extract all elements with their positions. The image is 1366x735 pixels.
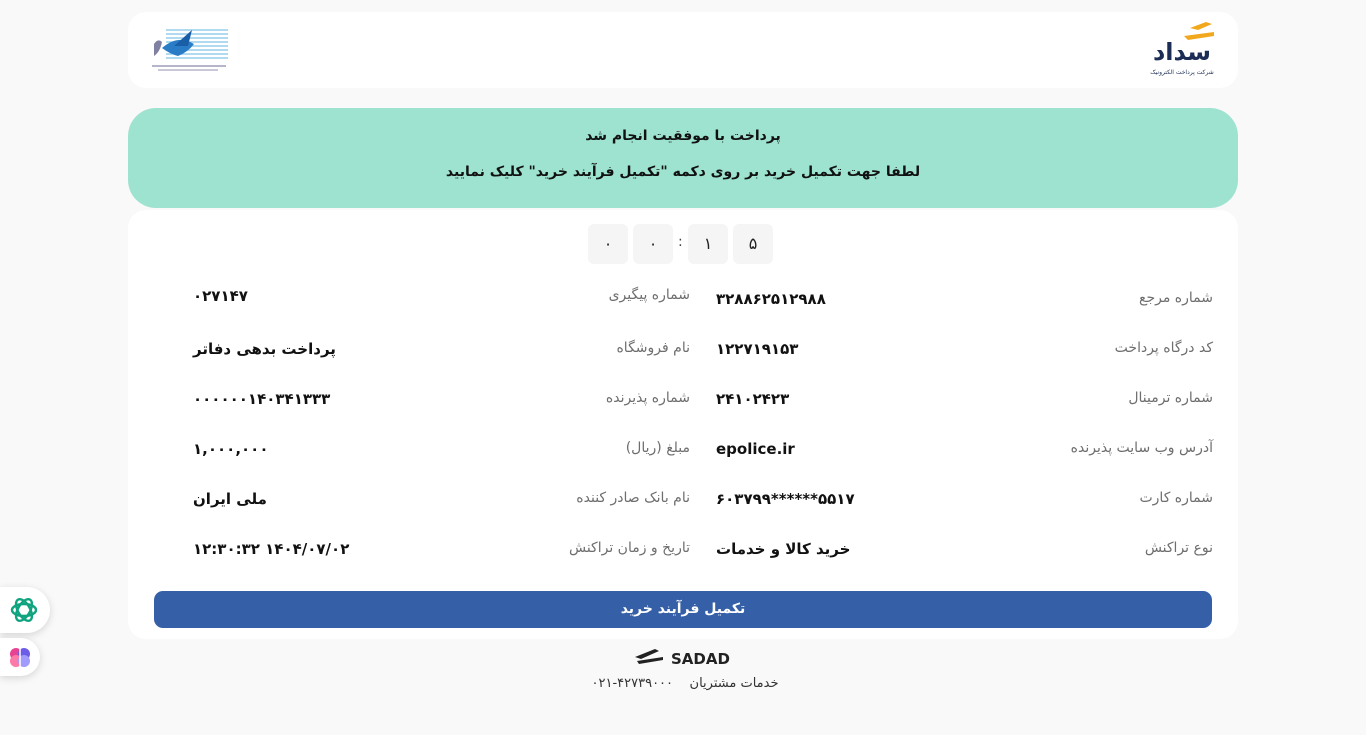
- sadad-logo-icon: [1144, 22, 1220, 80]
- timer-digit: ۱: [688, 224, 728, 264]
- value-store-name: پرداخت بدهی دفاتر: [193, 340, 336, 358]
- label-issuer-bank: نام بانک صادر کننده: [576, 490, 690, 506]
- label-transaction-datetime: تاریخ و زمان تراکنش: [568, 540, 690, 556]
- timer-separator: :: [678, 234, 683, 250]
- timer-digit: ۰: [588, 224, 628, 264]
- value-tracking-number: ۰۲۷۱۴۷: [193, 287, 248, 305]
- value-transaction-datetime: ۱۲:۳۰:۳۲ ۱۴۰۴/۰۷/۰۲: [193, 540, 350, 558]
- success-banner: [128, 108, 1238, 208]
- complete-purchase-button[interactable]: تکمیل فرآیند خرید: [154, 591, 1212, 628]
- countdown-timer: [588, 224, 774, 264]
- value-issuer-bank: ملی ایران: [193, 490, 267, 508]
- brain-icon: [0, 638, 40, 676]
- success-instruction: لطفا جهت تکمیل خرید بر روی دکمه "تکمیل فرآیند خرید" کلیک نمایید: [445, 164, 921, 180]
- label-amount: مبلغ (ریال): [625, 440, 690, 456]
- timer-digit: ۵: [733, 224, 773, 264]
- success-title: پرداخت با موفقیت انجام شد: [585, 128, 781, 144]
- label-card-number: شماره کارت: [1139, 490, 1213, 506]
- timer-digit: ۰: [633, 224, 673, 264]
- brain-floating-button[interactable]: [0, 638, 40, 676]
- transaction-card: [128, 210, 1238, 639]
- value-merchant-number: ۰۰۰۰۰۰۱۴۰۳۴۱۳۳۳: [193, 390, 331, 408]
- label-store-name: نام فروشگاه: [616, 340, 690, 356]
- label-tracking-number: شماره پیگیری: [608, 287, 690, 303]
- label-website-address: آدرس وب سایت پذیرنده: [1070, 440, 1213, 456]
- customer-support: [560, 676, 810, 691]
- header-card: [128, 12, 1238, 88]
- value-website-address: epolice.ir: [716, 440, 795, 458]
- sadad-footer-logo: [633, 647, 733, 669]
- label-transaction-type: نوع تراکنش: [1144, 540, 1213, 556]
- bird-logo-icon: [148, 26, 230, 72]
- footer-brand-text: SADAD: [671, 650, 730, 668]
- chatgpt-icon: [0, 587, 50, 633]
- value-amount: ۱,۰۰۰,۰۰۰: [193, 440, 269, 458]
- sadad-logo-caption: شرکت پرداخت الکترونیک: [1150, 69, 1214, 76]
- sadad-logo-text: سداد: [1152, 38, 1212, 66]
- value-transaction-type: خرید کالا و خدمات: [716, 540, 851, 558]
- label-merchant-number: شماره پذیرنده: [605, 390, 690, 406]
- value-reference-number: ۳۲۸۸۶۲۵۱۲۹۸۸: [716, 290, 826, 308]
- value-gateway-code: ۱۲۲۷۱۹۱۵۳: [716, 340, 799, 358]
- label-reference-number: شماره مرجع: [1139, 290, 1213, 306]
- support-label: خدمات مشتریان: [689, 676, 779, 691]
- label-gateway-code: کد درگاه پرداخت: [1114, 340, 1213, 356]
- label-terminal-number: شماره ترمینال: [1128, 390, 1213, 406]
- value-card-number: ۶۰۳۷۹۹******۵۵۱۷: [716, 490, 855, 508]
- support-phone: ۰۲۱-۴۲۷۳۹۰۰۰: [591, 676, 674, 691]
- chatgpt-floating-button[interactable]: [0, 587, 50, 633]
- value-terminal-number: ۲۴۱۰۲۴۲۳: [716, 390, 790, 408]
